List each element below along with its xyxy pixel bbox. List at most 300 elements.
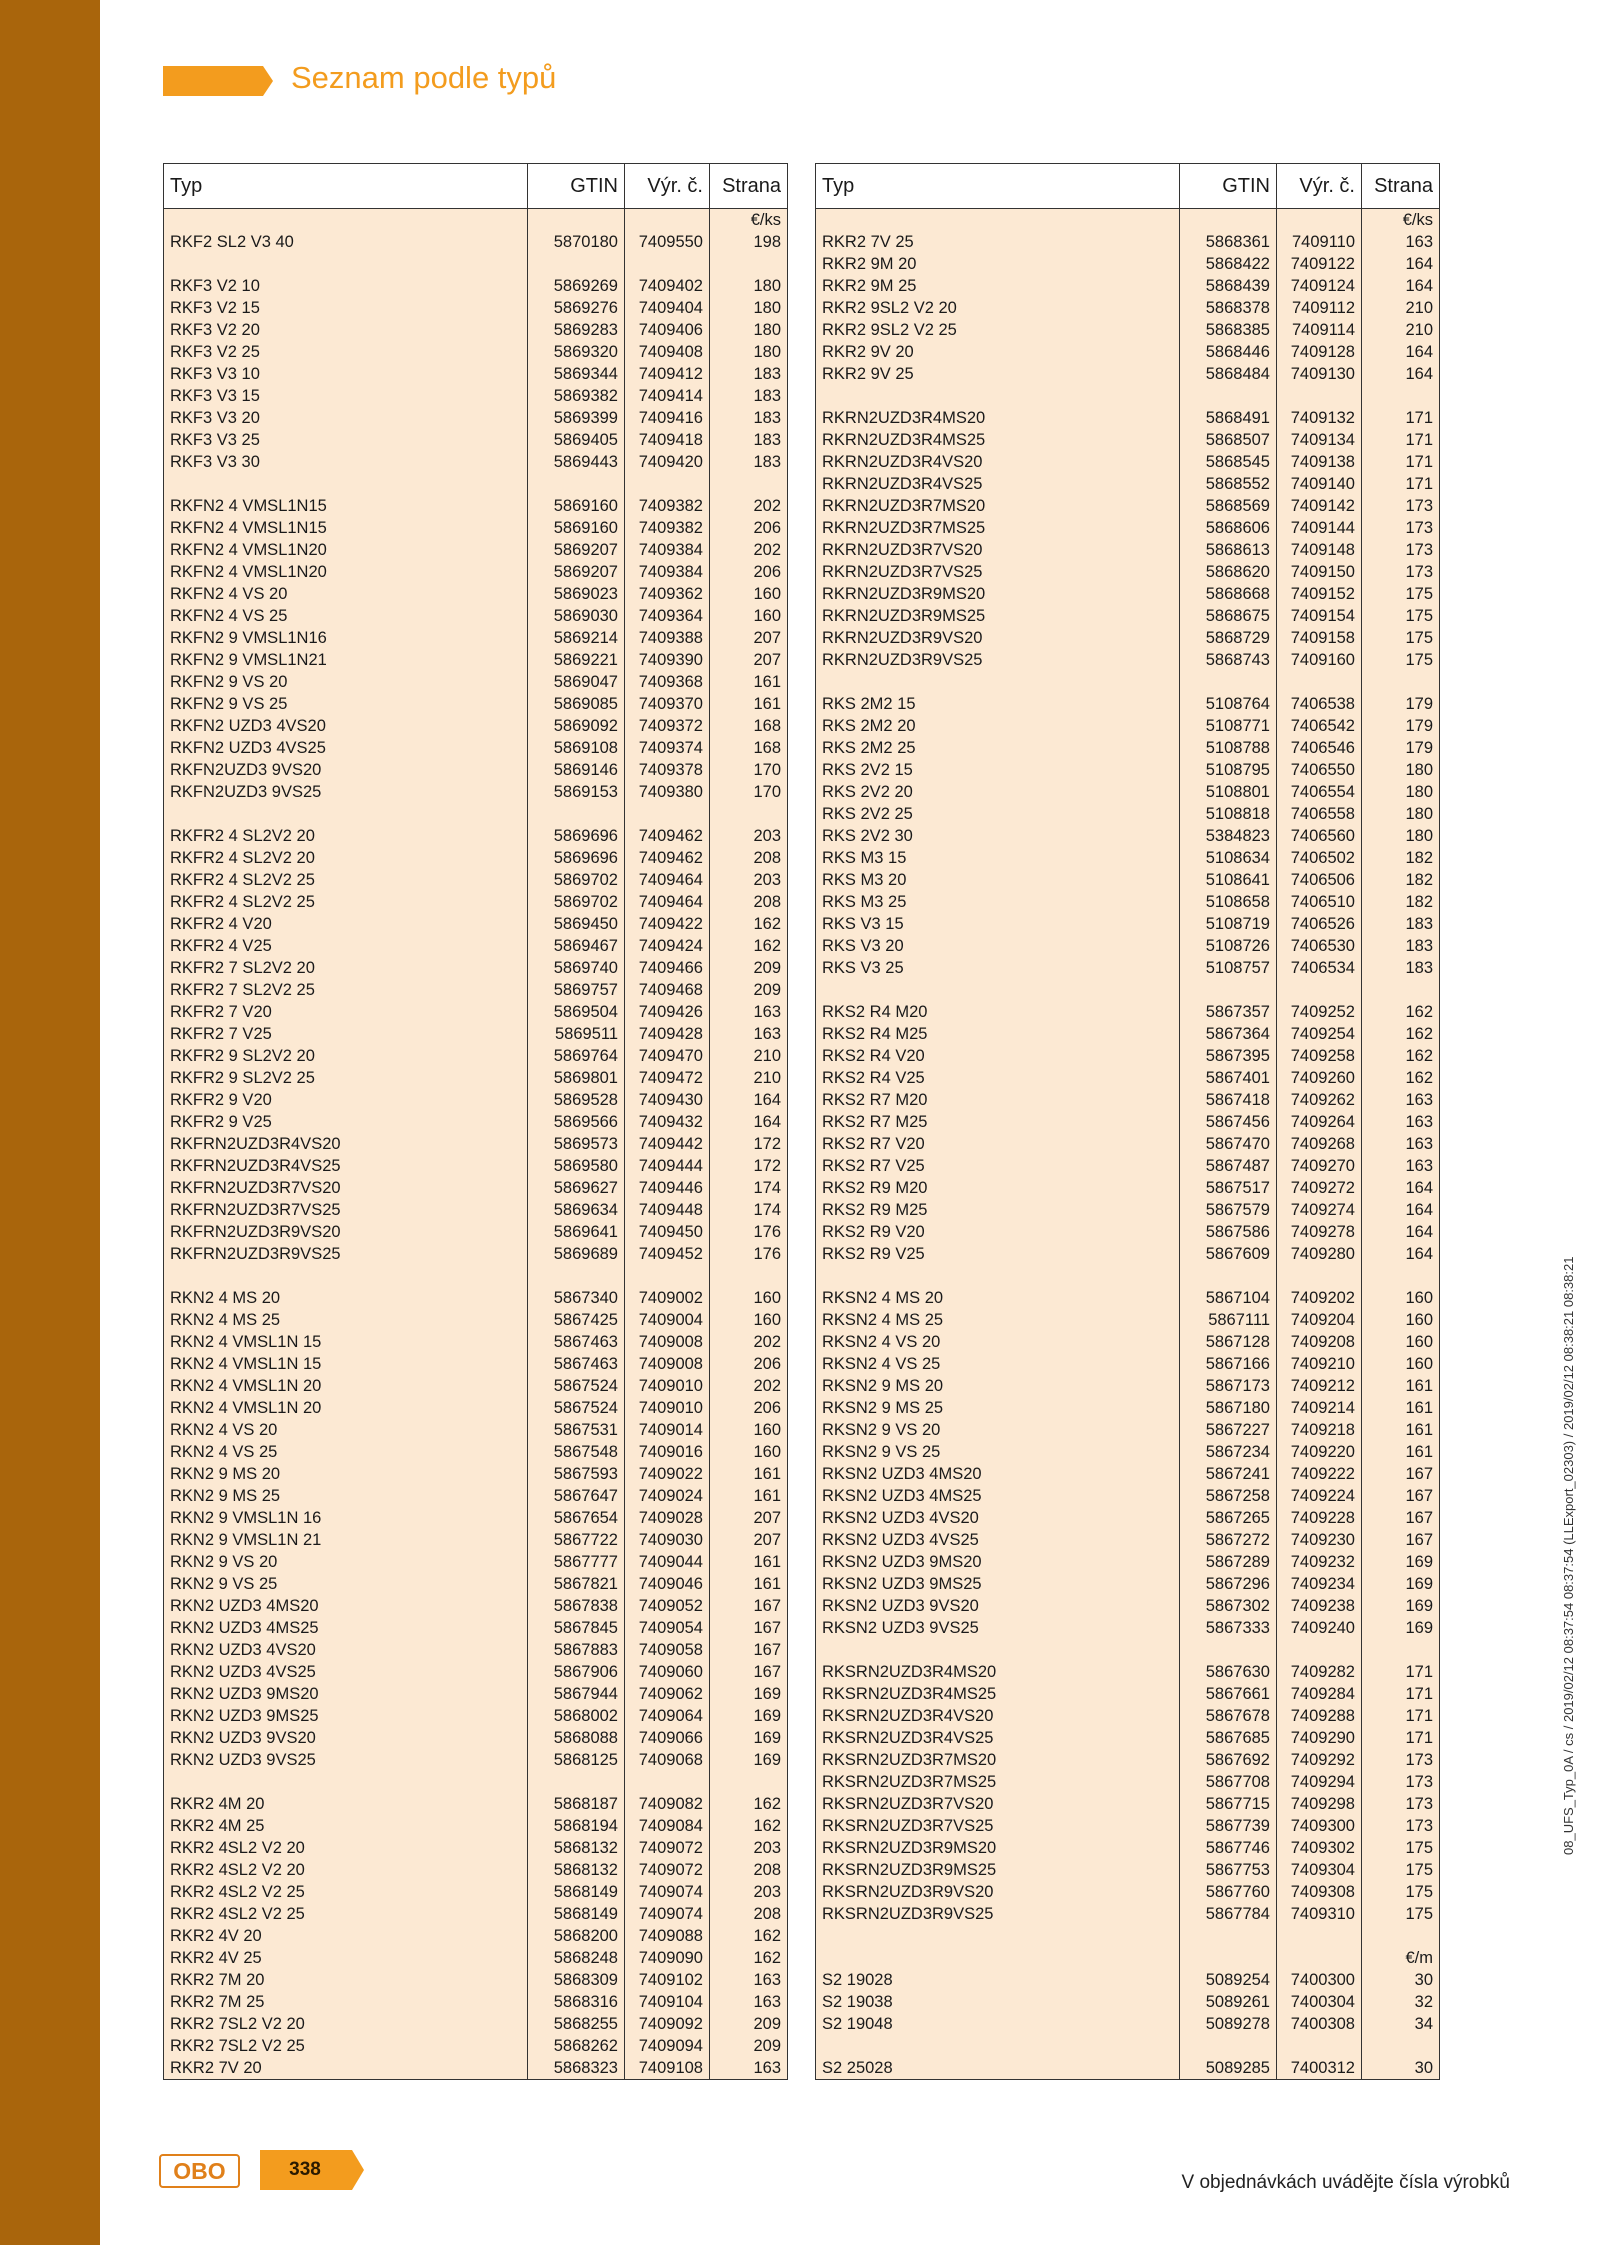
cell-vyr: 7409004 [625, 1309, 710, 1331]
table-row [164, 1155, 788, 1177]
cell-typ: RKSRN2UZD3R9VS20 [816, 1881, 1180, 1903]
cell-gtin: 5867630 [1180, 1661, 1277, 1683]
cell-typ [816, 2035, 1180, 2057]
cell-strana: 173 [1362, 1771, 1440, 1793]
cell-gtin: 5869764 [528, 1045, 625, 1067]
cell-gtin: 5867708 [1180, 1771, 1277, 1793]
cell-strana: 162 [1362, 1045, 1440, 1067]
table-row [816, 253, 1440, 275]
cell-typ: RKSN2 UZD3 9VS20 [816, 1595, 1180, 1617]
header-arrow-tab [163, 66, 273, 96]
cell-typ: RKR2 7SL2 V2 20 [164, 2013, 528, 2035]
table-row [816, 1727, 1440, 1749]
cell-strana: 169 [710, 1727, 788, 1749]
table-row [164, 1221, 788, 1243]
table-row [816, 1639, 1440, 1661]
cell-strana: 167 [1362, 1529, 1440, 1551]
cell-gtin: 5867692 [1180, 1749, 1277, 1771]
cell-vyr: 7409228 [1277, 1507, 1362, 1529]
cell-gtin: 5869702 [528, 869, 625, 891]
cell-vyr: 7409110 [1277, 231, 1362, 253]
cell-gtin: 5869405 [528, 429, 625, 451]
table-row [816, 297, 1440, 319]
cell-strana: 164 [1362, 1199, 1440, 1221]
cell-strana: 179 [1362, 715, 1440, 737]
cell-vyr: 7409388 [625, 627, 710, 649]
cell-vyr: 7409142 [1277, 495, 1362, 517]
cell-strana: 171 [1362, 1727, 1440, 1749]
cell-gtin: 5867579 [1180, 1199, 1277, 1221]
cell-gtin: 5108764 [1180, 693, 1277, 715]
table-row [164, 605, 788, 627]
cell-gtin: 5867128 [1180, 1331, 1277, 1353]
cell-typ: RKSRN2UZD3R4VS20 [816, 1705, 1180, 1727]
cell-vyr: 7409064 [625, 1705, 710, 1727]
cell-strana: 162 [710, 1815, 788, 1837]
table-row [816, 627, 1440, 649]
cell-strana: 167 [710, 1617, 788, 1639]
cell-typ: RKFN2 4 VMSL1N15 [164, 517, 528, 539]
cell-strana: 183 [1362, 935, 1440, 957]
cell-typ: RKN2 UZD3 4VS20 [164, 1639, 528, 1661]
obo-logo [159, 2154, 240, 2188]
cell-vyr: 7406558 [1277, 803, 1362, 825]
cell-typ: RKF2 SL2 V3 40 [164, 231, 528, 253]
cell-typ: RKFRN2UZD3R9VS25 [164, 1243, 528, 1265]
table-row [164, 1309, 788, 1331]
cell-typ: RKFRN2UZD3R7VS25 [164, 1199, 528, 1221]
table-row [816, 2013, 1440, 2035]
cell-strana: 162 [710, 1947, 788, 1969]
cell-typ [816, 1639, 1180, 1661]
table-row [164, 1903, 788, 1925]
cell-strana: 164 [1362, 363, 1440, 385]
table-row [816, 1507, 1440, 1529]
cell-strana: 183 [710, 429, 788, 451]
cell-typ: RKN2 4 MS 25 [164, 1309, 528, 1331]
cell-typ: RKSN2 9 MS 20 [816, 1375, 1180, 1397]
table-row [816, 803, 1440, 825]
cell-gtin: 5384823 [1180, 825, 1277, 847]
table-row [816, 1265, 1440, 1287]
cell-gtin: 5869511 [528, 1023, 625, 1045]
cell-gtin: 5867265 [1180, 1507, 1277, 1529]
cell-vyr: 7409130 [1277, 363, 1362, 385]
cell-typ: RKN2 UZD3 9MS25 [164, 1705, 528, 1727]
table-header-row [816, 164, 1440, 209]
cell-gtin: 5108771 [1180, 715, 1277, 737]
cell-gtin: 5867456 [1180, 1111, 1277, 1133]
cell-vyr: 7409160 [1277, 649, 1362, 671]
cell-typ: RKRN2UZD3R7VS25 [816, 561, 1180, 583]
cell-gtin: 5867883 [528, 1639, 625, 1661]
cell-gtin: 5867753 [1180, 1859, 1277, 1881]
cell-gtin: 5868149 [528, 1903, 625, 1925]
cell-gtin: 5867463 [528, 1331, 625, 1353]
cell-strana: 164 [1362, 1221, 1440, 1243]
cell-vyr: 7409268 [1277, 1133, 1362, 1155]
cell-vyr: 7409424 [625, 935, 710, 957]
cell-gtin [1180, 385, 1277, 407]
cell-typ: S2 19048 [816, 2013, 1180, 2035]
cell-strana [710, 473, 788, 495]
cell-typ: RKSN2 UZD3 9VS25 [816, 1617, 1180, 1639]
cell-gtin: 5868439 [1180, 275, 1277, 297]
cell-typ: RKSRN2UZD3R7VS25 [816, 1815, 1180, 1837]
cell-vyr: 7409138 [1277, 451, 1362, 473]
cell-vyr: 7409128 [1277, 341, 1362, 363]
cell-typ: RKR2 4M 20 [164, 1793, 528, 1815]
table-row [816, 935, 1440, 957]
cell-gtin: 5867302 [1180, 1595, 1277, 1617]
cell-strana: 203 [710, 1881, 788, 1903]
cell-gtin: 5868361 [1180, 231, 1277, 253]
cell-gtin [528, 1265, 625, 1287]
cell-gtin: 5108634 [1180, 847, 1277, 869]
cell-typ: S2 25028 [816, 2057, 1180, 2080]
cell-typ [816, 979, 1180, 1001]
cell-gtin: 5868569 [1180, 495, 1277, 517]
cell-strana: 209 [710, 2035, 788, 2057]
table-row [164, 1001, 788, 1023]
table-row [816, 1199, 1440, 1221]
table-row [164, 253, 788, 275]
cell-gtin: 5869146 [528, 759, 625, 781]
cell-typ [164, 803, 528, 825]
table-row [164, 1617, 788, 1639]
cell-gtin: 5867661 [1180, 1683, 1277, 1705]
cell-strana: 163 [1362, 1089, 1440, 1111]
cell-vyr [1277, 1265, 1362, 1287]
cell-strana: 206 [710, 1353, 788, 1375]
cell-typ: RKSRN2UZD3R4VS25 [816, 1727, 1180, 1749]
cell-typ: RKS2 R7 V20 [816, 1133, 1180, 1155]
cell-typ: RKR2 4SL2 V2 20 [164, 1859, 528, 1881]
cell-typ: RKRN2UZD3R9MS25 [816, 605, 1180, 627]
cell-typ: RKS 2M2 15 [816, 693, 1180, 715]
cell-strana [710, 1771, 788, 1793]
cell-typ [816, 209, 1180, 232]
cell-strana: 172 [710, 1133, 788, 1155]
cell-typ: RKFRN2UZD3R4VS25 [164, 1155, 528, 1177]
cell-strana: 160 [710, 1287, 788, 1309]
cell-gtin: 5868248 [528, 1947, 625, 1969]
cell-typ: RKRN2UZD3R4MS25 [816, 429, 1180, 451]
cell-typ: RKN2 9 VMSL1N 21 [164, 1529, 528, 1551]
cell-typ: RKS V3 20 [816, 935, 1180, 957]
cell-typ: RKS 2V2 15 [816, 759, 1180, 781]
table-row [164, 737, 788, 759]
cell-typ: RKN2 4 VS 25 [164, 1441, 528, 1463]
cell-strana: 182 [1362, 847, 1440, 869]
cell-strana: 170 [710, 781, 788, 803]
table-row [816, 1705, 1440, 1727]
cell-gtin: 5868446 [1180, 341, 1277, 363]
cell-vyr: 7409412 [625, 363, 710, 385]
cell-strana: 207 [710, 1507, 788, 1529]
page-number: 338 [289, 2159, 321, 2180]
side-color-bar [0, 0, 100, 2245]
cell-strana: 162 [710, 913, 788, 935]
cell-vyr: 7409290 [1277, 1727, 1362, 1749]
cell-typ: RKS 2M2 20 [816, 715, 1180, 737]
cell-typ: RKS V3 25 [816, 957, 1180, 979]
cell-typ: RKFN2 UZD3 4VS25 [164, 737, 528, 759]
cell-typ: RKN2 4 VMSL1N 20 [164, 1375, 528, 1397]
cell-gtin: 5869580 [528, 1155, 625, 1177]
cell-vyr: 7406554 [1277, 781, 1362, 803]
cell-vyr: 7409444 [625, 1155, 710, 1177]
cell-gtin: 5867685 [1180, 1727, 1277, 1749]
cell-strana: 209 [710, 979, 788, 1001]
table-row [816, 1309, 1440, 1331]
cell-gtin: 5869153 [528, 781, 625, 803]
column-header-vyr: Výr. č. [625, 164, 710, 209]
cell-strana: €/m [1362, 1947, 1440, 1969]
cell-vyr: 7409422 [625, 913, 710, 935]
cell-gtin: 5869269 [528, 275, 625, 297]
cell-gtin: 5869085 [528, 693, 625, 715]
cell-vyr: 7409260 [1277, 1067, 1362, 1089]
table-row [164, 583, 788, 605]
cell-strana: 174 [710, 1177, 788, 1199]
cell-gtin: 5867333 [1180, 1617, 1277, 1639]
cell-gtin: 5869221 [528, 649, 625, 671]
cell-gtin: 5867463 [528, 1353, 625, 1375]
cell-vyr: 7409408 [625, 341, 710, 363]
cell-vyr: 7409432 [625, 1111, 710, 1133]
table-row [816, 495, 1440, 517]
cell-vyr: 7409054 [625, 1617, 710, 1639]
cell-gtin: 5867609 [1180, 1243, 1277, 1265]
cell-typ: RKS2 R9 V25 [816, 1243, 1180, 1265]
table-row [164, 341, 788, 363]
cell-vyr: 7400312 [1277, 2057, 1362, 2080]
cell-strana: 176 [710, 1221, 788, 1243]
cell-typ: RKRN2UZD3R9VS20 [816, 627, 1180, 649]
cell-gtin: 5869740 [528, 957, 625, 979]
cell-gtin: 5869801 [528, 1067, 625, 1089]
cell-gtin: 5867111 [1180, 1309, 1277, 1331]
table-row [816, 1859, 1440, 1881]
table-row [816, 1969, 1440, 1991]
cell-gtin: 5867227 [1180, 1419, 1277, 1441]
table-row [164, 363, 788, 385]
cell-gtin: 5867234 [1180, 1441, 1277, 1463]
cell-gtin: 5868132 [528, 1837, 625, 1859]
cell-gtin: 5868378 [1180, 297, 1277, 319]
cell-gtin: 5870180 [528, 231, 625, 253]
table-row [164, 1595, 788, 1617]
cell-gtin [1180, 1947, 1277, 1969]
cell-gtin: 5868187 [528, 1793, 625, 1815]
table-row [164, 517, 788, 539]
cell-typ: RKF3 V3 30 [164, 451, 528, 473]
cell-gtin: 5869207 [528, 539, 625, 561]
cell-vyr: 7409058 [625, 1639, 710, 1661]
cell-typ: RKS V3 15 [816, 913, 1180, 935]
table-row [164, 1727, 788, 1749]
cell-strana: 183 [1362, 957, 1440, 979]
cell-vyr: 7409202 [1277, 1287, 1362, 1309]
cell-typ: RKN2 UZD3 4VS25 [164, 1661, 528, 1683]
table-row [164, 1133, 788, 1155]
cell-vyr: 7409074 [625, 1881, 710, 1903]
cell-typ: RKR2 7M 20 [164, 1969, 528, 1991]
cell-vyr: 7409084 [625, 1815, 710, 1837]
table-row [816, 407, 1440, 429]
cell-gtin: 5867739 [1180, 1815, 1277, 1837]
cell-strana: 210 [710, 1045, 788, 1067]
cell-strana: 164 [1362, 253, 1440, 275]
cell-typ: RKRN2UZD3R4VS20 [816, 451, 1180, 473]
cell-vyr: 7409238 [1277, 1595, 1362, 1617]
cell-typ: RKR2 7V 25 [816, 231, 1180, 253]
cell-typ: RKN2 9 MS 25 [164, 1485, 528, 1507]
table-row [816, 1177, 1440, 1199]
table-row [816, 715, 1440, 737]
cell-typ: RKSRN2UZD3R7MS25 [816, 1771, 1180, 1793]
cell-vyr: 7409288 [1277, 1705, 1362, 1727]
table-row [816, 979, 1440, 1001]
cell-strana: €/ks [710, 209, 788, 232]
cell-gtin: 5869641 [528, 1221, 625, 1243]
cell-typ: RKS M3 25 [816, 891, 1180, 913]
type-list-table-right [815, 163, 1440, 2080]
cell-vyr: 7409298 [1277, 1793, 1362, 1815]
table-row [164, 1969, 788, 1991]
cell-vyr: 7409464 [625, 869, 710, 891]
cell-strana: 182 [1362, 869, 1440, 891]
cell-gtin: 5868194 [528, 1815, 625, 1837]
cell-gtin: 5869276 [528, 297, 625, 319]
cell-vyr: 7409384 [625, 561, 710, 583]
cell-vyr: 7409150 [1277, 561, 1362, 583]
cell-vyr [1277, 1925, 1362, 1947]
cell-vyr: 7409414 [625, 385, 710, 407]
cell-strana: 160 [710, 1309, 788, 1331]
cell-vyr [1277, 2035, 1362, 2057]
cell-strana: 162 [1362, 1023, 1440, 1045]
table-row [164, 1859, 788, 1881]
cell-typ: RKS2 R9 V20 [816, 1221, 1180, 1243]
cell-strana: 161 [1362, 1419, 1440, 1441]
cell-gtin: 5869023 [528, 583, 625, 605]
table-row [164, 935, 788, 957]
cell-typ: RKFR2 9 V25 [164, 1111, 528, 1133]
cell-gtin: 5869092 [528, 715, 625, 737]
cell-gtin [528, 1771, 625, 1793]
cell-vyr: 7400304 [1277, 1991, 1362, 2013]
cell-vyr: 7409468 [625, 979, 710, 1001]
table-row [164, 957, 788, 979]
table-row [816, 1441, 1440, 1463]
cell-strana: 206 [710, 561, 788, 583]
table-row [164, 1749, 788, 1771]
cell-strana: 167 [1362, 1485, 1440, 1507]
cell-typ: RKFR2 4 SL2V2 25 [164, 891, 528, 913]
cell-strana [1362, 385, 1440, 407]
cell-strana: 180 [1362, 759, 1440, 781]
cell-vyr: 7409462 [625, 847, 710, 869]
cell-vyr [1277, 1947, 1362, 1969]
cell-typ: RKFR2 9 SL2V2 20 [164, 1045, 528, 1067]
cell-typ: RKN2 UZD3 9MS20 [164, 1683, 528, 1705]
table-row [164, 715, 788, 737]
cell-gtin: 5869450 [528, 913, 625, 935]
table-row [164, 1991, 788, 2013]
cell-gtin: 5089254 [1180, 1969, 1277, 1991]
table-row [164, 781, 788, 803]
cell-gtin: 5869627 [528, 1177, 625, 1199]
table-row [816, 847, 1440, 869]
table-row [816, 231, 1440, 253]
table-row [164, 429, 788, 451]
cell-typ: RKN2 9 VMSL1N 16 [164, 1507, 528, 1529]
cell-typ: RKN2 4 VMSL1N 20 [164, 1397, 528, 1419]
cell-gtin: 5867548 [528, 1441, 625, 1463]
cell-gtin: 5867296 [1180, 1573, 1277, 1595]
cell-strana: 203 [710, 869, 788, 891]
cell-gtin: 5867166 [1180, 1353, 1277, 1375]
cell-vyr: 7406546 [1277, 737, 1362, 759]
table-row [164, 209, 788, 232]
cell-typ: RKRN2UZD3R7VS20 [816, 539, 1180, 561]
cell-typ: RKSN2 9 MS 25 [816, 1397, 1180, 1419]
cell-strana: 167 [1362, 1507, 1440, 1529]
cell-gtin: 5868200 [528, 1925, 625, 1947]
table-row [164, 1529, 788, 1551]
cell-gtin: 5867517 [1180, 1177, 1277, 1199]
page-title: Seznam podle typů [291, 60, 557, 95]
cell-typ: RKSN2 9 VS 20 [816, 1419, 1180, 1441]
cell-typ: RKS M3 20 [816, 869, 1180, 891]
cell-strana: 160 [710, 583, 788, 605]
table-row [816, 517, 1440, 539]
table-row [816, 1243, 1440, 1265]
table-row [816, 671, 1440, 693]
cell-typ: RKN2 UZD3 9VS20 [164, 1727, 528, 1749]
table-row [816, 1573, 1440, 1595]
cell-gtin: 5108818 [1180, 803, 1277, 825]
cell-strana: 168 [710, 737, 788, 759]
cell-strana: 171 [1362, 451, 1440, 473]
cell-gtin: 5868255 [528, 2013, 625, 2035]
cell-typ: RKN2 4 VMSL1N 15 [164, 1331, 528, 1353]
table-row [816, 319, 1440, 341]
cell-gtin: 5869320 [528, 341, 625, 363]
cell-strana: 169 [1362, 1617, 1440, 1639]
cell-typ [164, 473, 528, 495]
cell-vyr: 7409212 [1277, 1375, 1362, 1397]
cell-typ [816, 1265, 1180, 1287]
cell-typ: RKS2 R9 M20 [816, 1177, 1180, 1199]
table-row [164, 1265, 788, 1287]
cell-typ: RKFN2UZD3 9VS20 [164, 759, 528, 781]
table-row [816, 539, 1440, 561]
cell-strana: 160 [710, 1441, 788, 1463]
cell-vyr: 7409224 [1277, 1485, 1362, 1507]
cell-typ: RKR2 7SL2 V2 25 [164, 2035, 528, 2057]
cell-typ: RKF3 V2 25 [164, 341, 528, 363]
cell-typ: RKS2 R7 M25 [816, 1111, 1180, 1133]
cell-strana: 183 [710, 451, 788, 473]
column-header-vyr: Výr. č. [1277, 164, 1362, 209]
table-row [164, 1331, 788, 1353]
cell-typ: RKFR2 7 V25 [164, 1023, 528, 1045]
cell-typ: RKSN2 4 VS 20 [816, 1331, 1180, 1353]
table-row [164, 891, 788, 913]
